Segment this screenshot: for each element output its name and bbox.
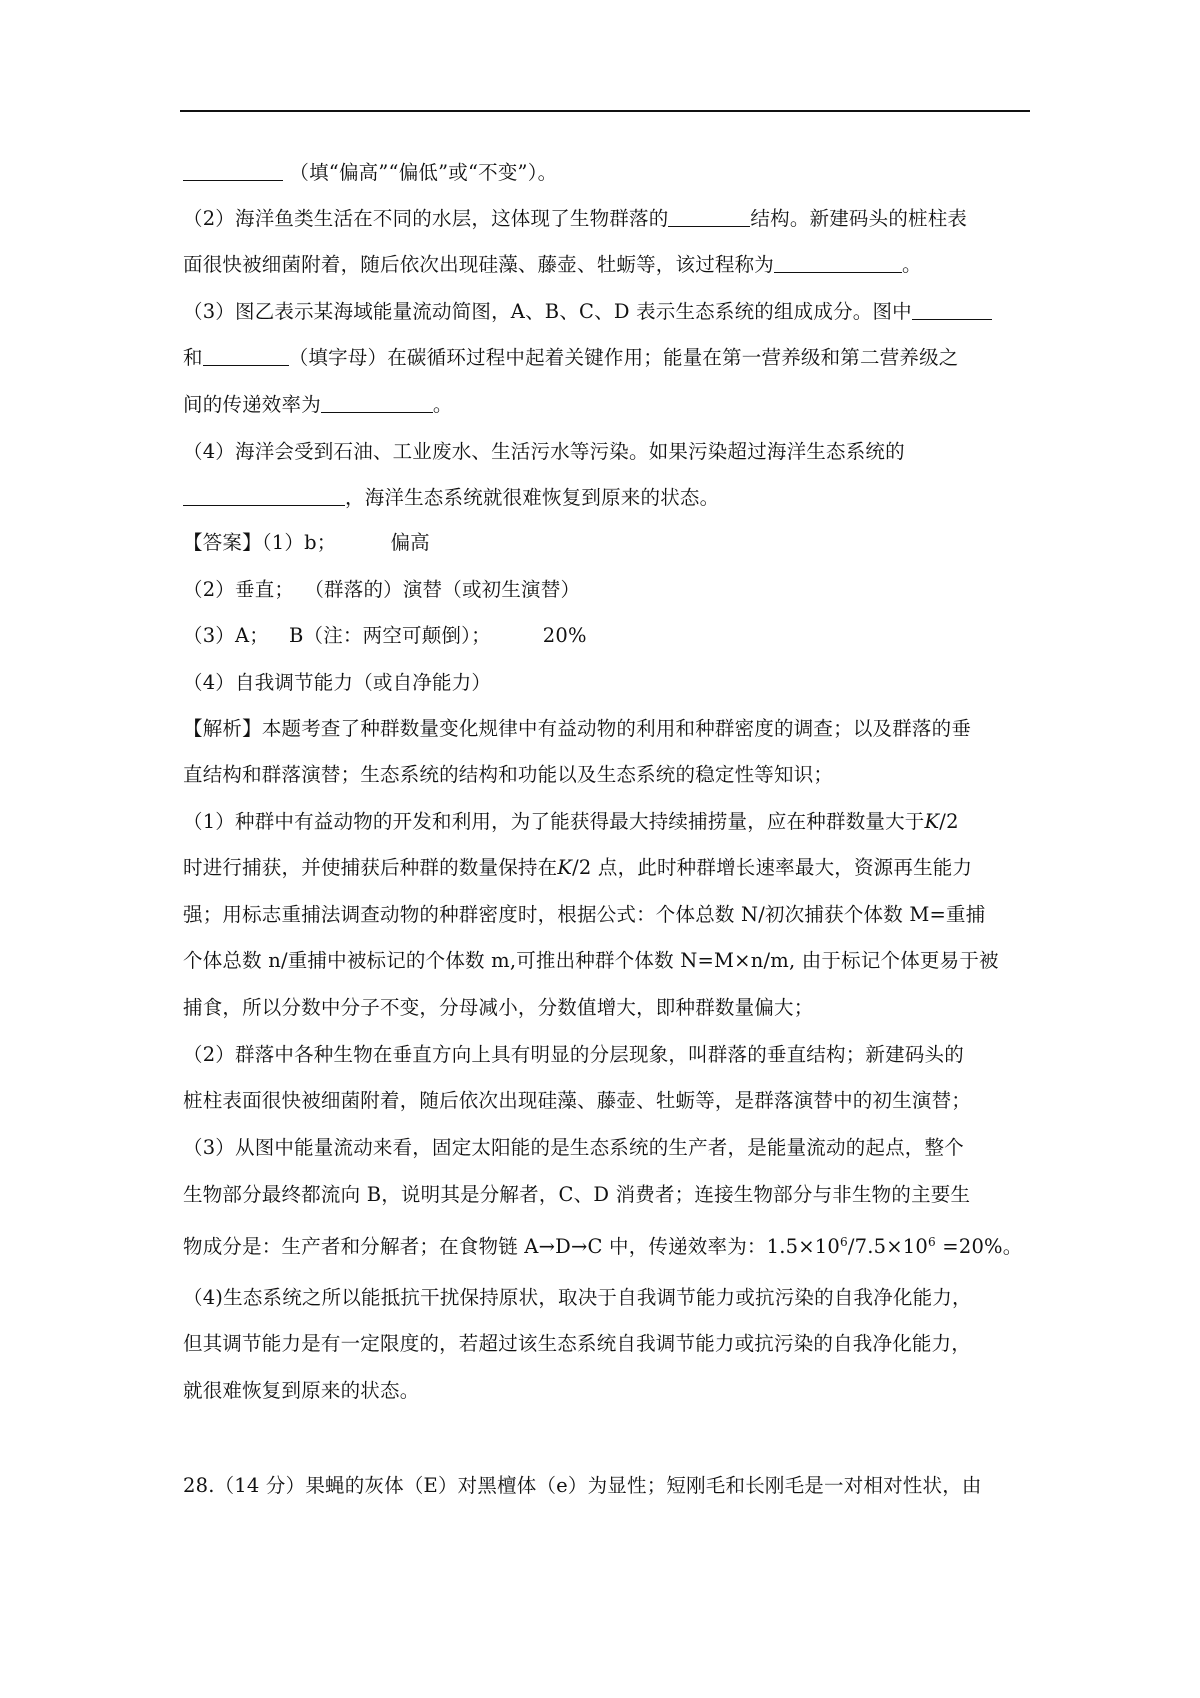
analysis-text: 生物部分最终都流向 B，说明其是分解者，C、D 消费者；连接生物部分与非生物的主要生: [183, 1183, 971, 1206]
analysis-line-2: [183, 759, 833, 787]
analysis-line-12: [183, 1231, 1023, 1259]
question-text: （4）海洋会受到石油、工业废水、生活污水等污染。如果污染超过海洋生态系统的: [183, 440, 905, 463]
question-part-2: [183, 203, 967, 231]
answer-blank: [321, 392, 433, 413]
question-text: 。: [432, 393, 453, 416]
italic-k: K: [924, 810, 940, 833]
analysis-text: 物成分是：生产者和分解者；在食物链 A→D→C 中，传递效率为：1.5×10: [183, 1235, 840, 1258]
answer-1: [183, 527, 430, 555]
analysis-text: 个体总数 n/重捕中被标记的个体数 m,可推出种群个体数 N=M×n/m, 由于标记个体更易于被: [183, 949, 999, 972]
question-text: 面很快被细菌附着，随后依次出现硅藻、藤壶、牡蛎等，该过程称为: [183, 253, 775, 276]
question-text: （2）海洋鱼类生活在不同的水层，这体现了生物群落的: [183, 207, 669, 230]
analysis-text: 强；用标志重捕法调查动物的种群密度时，根据公式：个体总数 N/初次捕获个体数 M=重捕: [183, 903, 986, 926]
analysis-text: 时进行捕获，并使捕获后种群的数量保持在: [183, 856, 558, 879]
question-text: （填字母）在碳循环过程中起着关键作用；能量在第一营养级和第二营养级之: [288, 346, 959, 369]
analysis-line-6: [183, 945, 999, 973]
question-text: ，海洋生态系统就很难恢复到原来的状态。: [345, 486, 720, 509]
question-part-3: [183, 296, 992, 324]
answer-text: （3）A；: [183, 624, 269, 647]
question-text: 28.（14 分）果蝇的灰体（E）对黑檀体（e）为显性；短刚毛和长刚毛是一对相对性状，由: [183, 1474, 982, 1497]
analysis-text: （1）种群中有益动物的开发和利用，为了能获得最大持续捕捞量，应在种群数量大于: [183, 810, 925, 833]
analysis-line-15: [183, 1375, 419, 1403]
analysis-text: 但其调节能力是有一定限度的，若超过该生态系统自我调节能力或抗污染的自我净化能力，: [183, 1332, 972, 1355]
answer-label: 【答案】: [183, 531, 262, 554]
analysis-text: 桩柱表面很快被细菌附着，随后依次出现硅藻、藤壶、牡蛎等，是群落演替中的初生演替；: [183, 1089, 972, 1112]
answer-text: （4）自我调节能力（或自净能力）: [183, 671, 492, 694]
analysis-line-1: [183, 713, 971, 741]
header-rule: [180, 110, 1030, 112]
analysis-line-14: [183, 1328, 971, 1356]
exponent: 6: [839, 1234, 848, 1249]
question-part-2-cont: [183, 249, 922, 277]
question-text: （填“偏高”“偏低”或“不变”）。: [289, 161, 558, 184]
question-part-3-cont2: [183, 389, 453, 417]
analysis-text: /2: [939, 810, 959, 833]
analysis-line-9: [183, 1085, 971, 1113]
analysis-line-7: [183, 992, 813, 1020]
answer-blank: [203, 345, 289, 366]
analysis-line-8: [183, 1039, 964, 1067]
answer-text: 偏高: [390, 531, 430, 554]
analysis-label: 【解析】: [183, 717, 262, 740]
analysis-text: 本题考查了种群数量变化规律中有益动物的利用和种群密度的调查；以及群落的垂: [261, 717, 972, 740]
question-part-3-cont: [183, 342, 959, 370]
answer-text: 20%: [542, 624, 587, 647]
analysis-line-5: [183, 899, 985, 927]
analysis-text: 就很难恢复到原来的状态。: [183, 1379, 420, 1402]
answer-2: [183, 574, 580, 602]
question-text: 间的传递效率为: [183, 393, 321, 416]
answer-3: [183, 620, 587, 648]
question-text: 结构。新建码头的桩柱表: [750, 207, 968, 230]
analysis-text: （2）群落中各种生物在垂直方向上具有明显的分层现象，叫群落的垂直结构；新建码头的: [183, 1043, 964, 1066]
answer-blank: [912, 299, 992, 320]
answer-text: （群落的）演替（或初生演替）: [314, 578, 581, 601]
analysis-line-11: [183, 1179, 970, 1207]
analysis-line-13: [183, 1282, 972, 1310]
analysis-line-3: [183, 806, 959, 834]
answer-text: （2）垂直；: [183, 578, 295, 601]
answer-blank: [668, 206, 750, 227]
answer-blank: [774, 252, 902, 273]
question-part-4-cont: [183, 482, 719, 510]
analysis-text: 捕食，所以分数中分子不变，分母减小，分数值增大，即种群数量偏大；: [183, 996, 814, 1019]
answer-text: B（注：两空可颠倒）；: [289, 624, 491, 647]
answer-blank: [183, 160, 283, 181]
question-text: 和: [183, 346, 203, 369]
exponent: 6: [928, 1234, 936, 1249]
analysis-text: /2 点，此时种群增长速率最大，资源再生能力: [572, 856, 973, 879]
answer-blank: [183, 485, 345, 506]
question-line-1: [183, 157, 557, 185]
analysis-line-10: [183, 1132, 964, 1160]
analysis-text: （4)生态系统之所以能抵抗干扰保持原状，取决于自我调节能力或抗污染的自我净化能力，: [183, 1286, 972, 1309]
question-28: [183, 1470, 982, 1498]
analysis-text: /7.5×10: [847, 1235, 929, 1258]
question-text: （3）图乙表示某海域能量流动简图，A、B、C、D 表示生态系统的组成成分。图中: [183, 300, 912, 323]
analysis-text: 直结构和群落演替；生态系统的结构和功能以及生态系统的稳定性等知识；: [183, 763, 834, 786]
answer-4: [183, 667, 491, 695]
question-text: 。: [902, 253, 922, 276]
answer-text: （1）b；: [261, 531, 337, 554]
italic-k: K: [557, 856, 573, 879]
analysis-text: =20%。: [935, 1235, 1023, 1258]
question-part-4: [183, 436, 905, 464]
analysis-line-4: [183, 852, 972, 880]
analysis-text: （3）从图中能量流动来看，固定太阳能的是生态系统的生产者，是能量流动的起点，整个: [183, 1136, 964, 1159]
